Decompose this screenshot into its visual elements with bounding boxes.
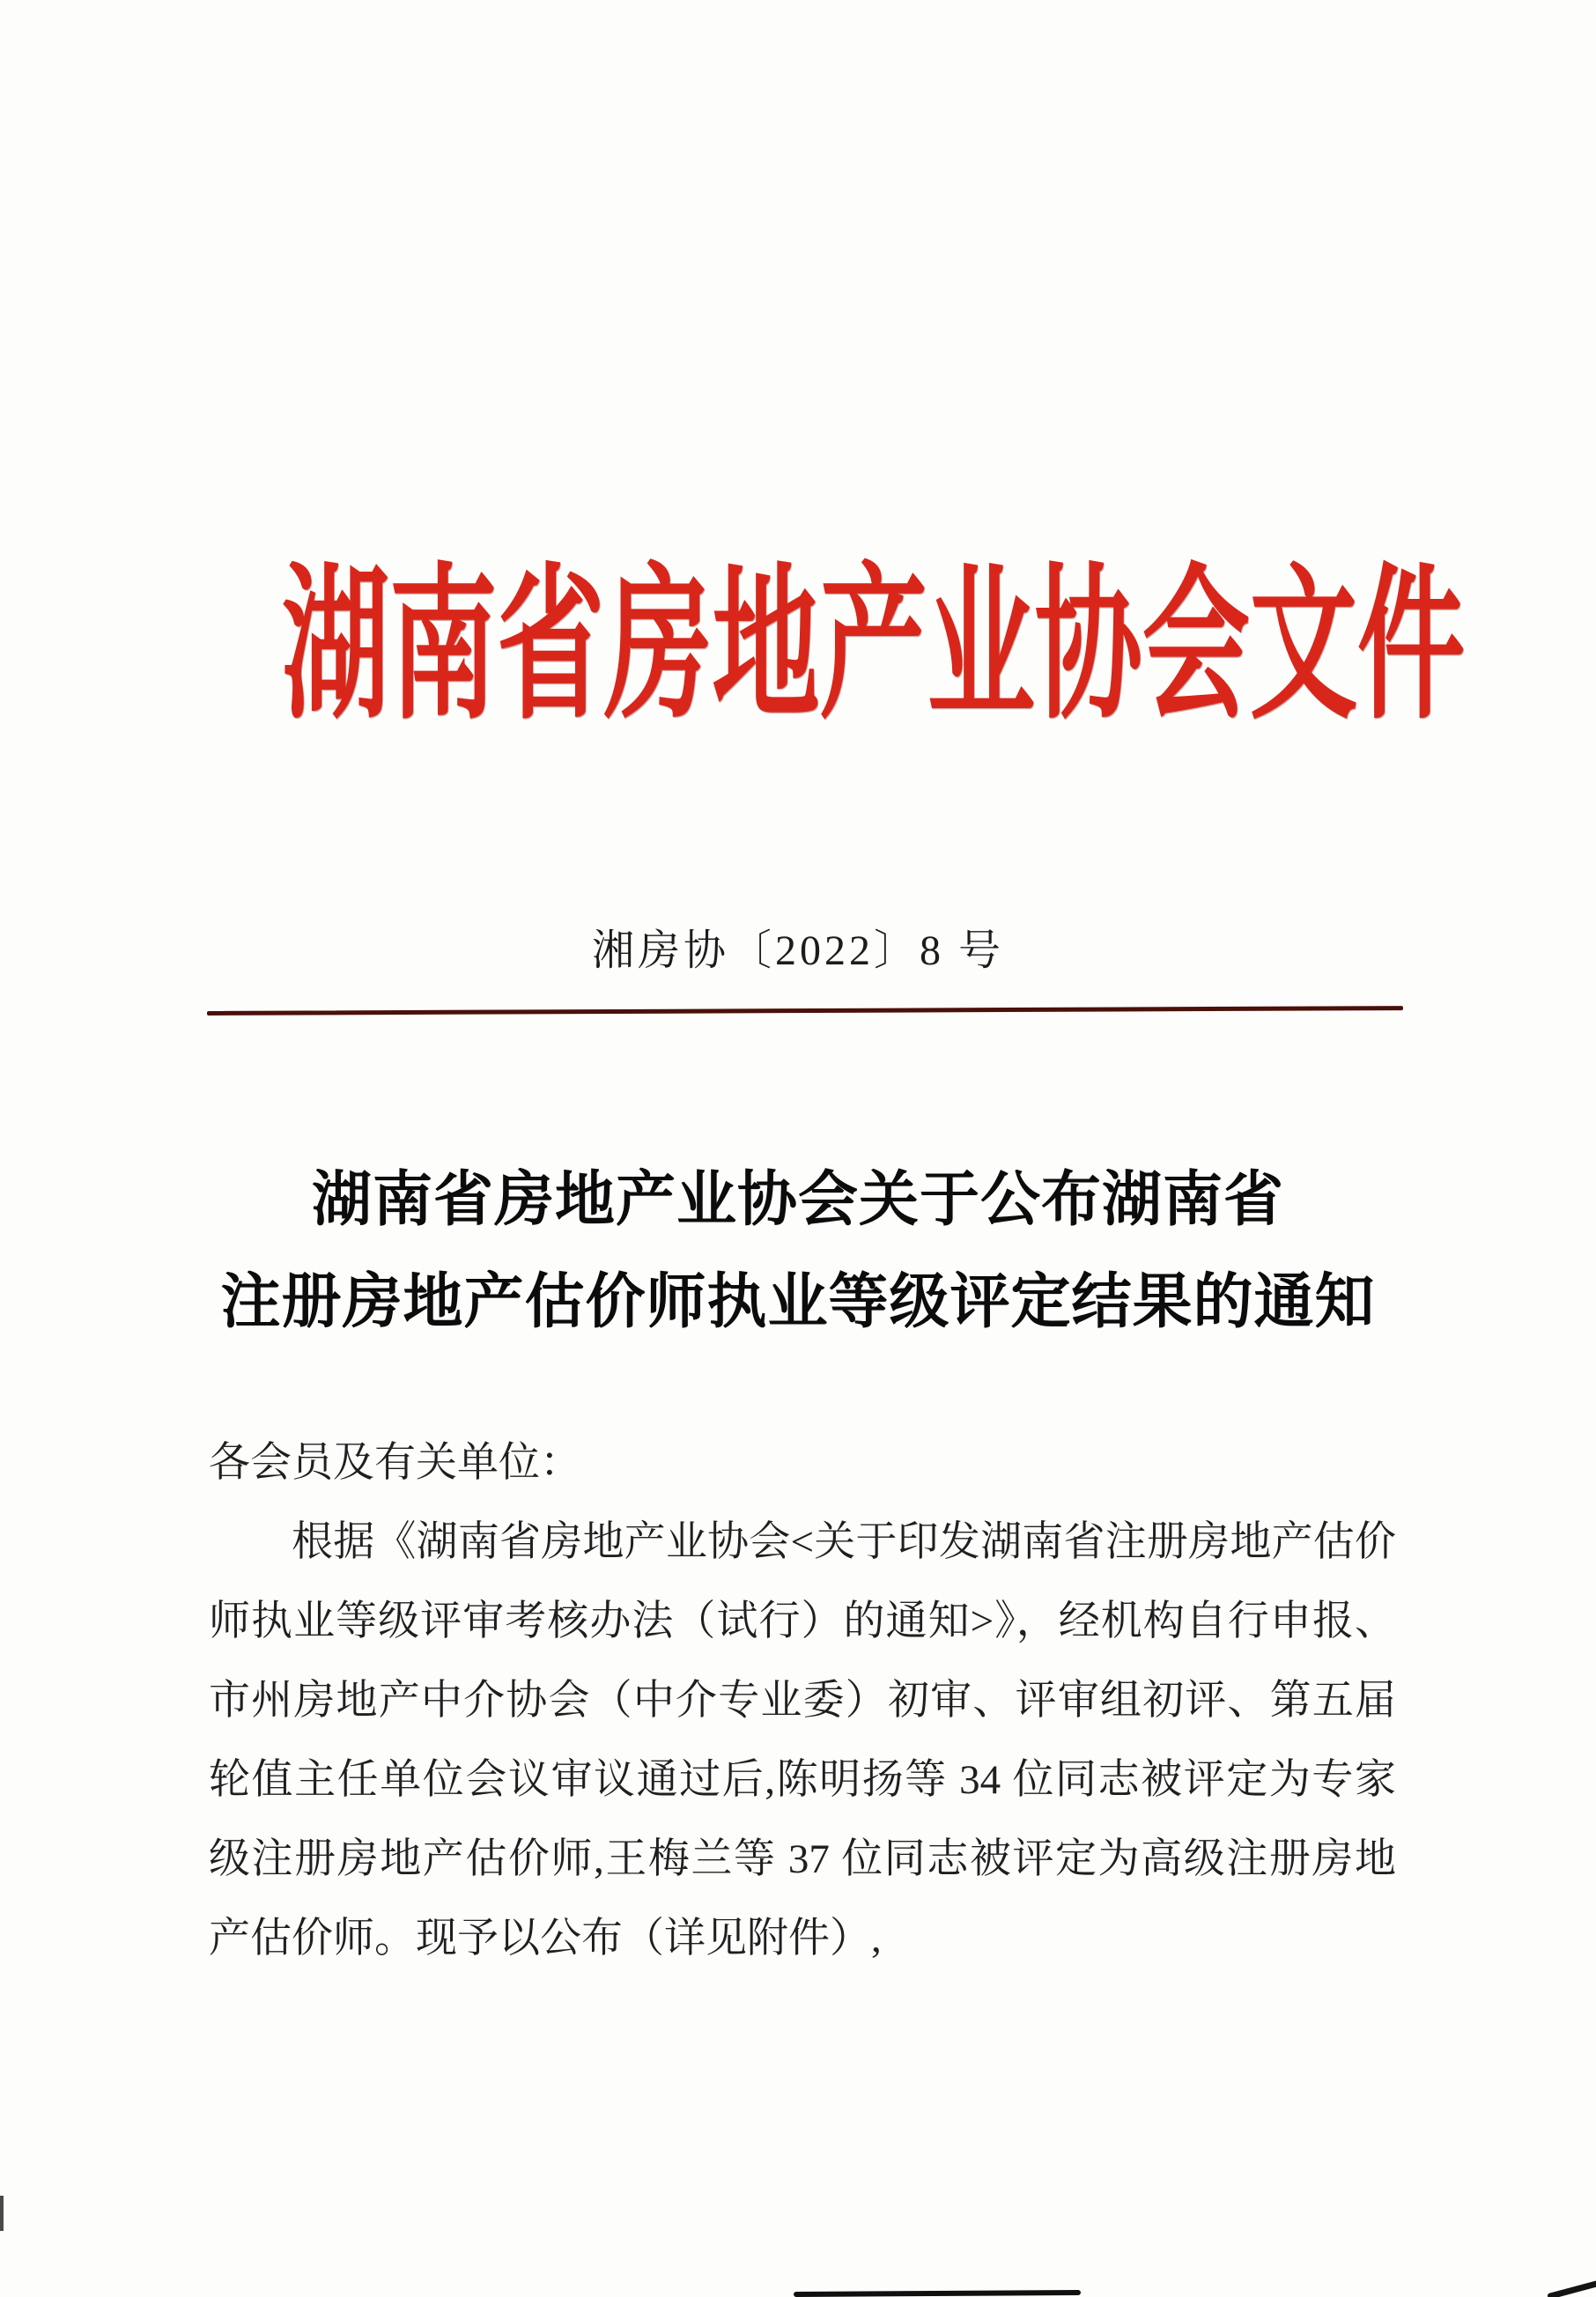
scan-artifact-bottom-bar [794,2290,1081,2297]
document-number: 湘房协〔2022〕8 号 [591,927,1004,974]
document-body [209,1423,1396,1978]
document-title [0,1148,1596,1353]
scan-artifact-corner-mark [1547,2278,1596,2297]
document-title-line1: 湖南省房地产业协会关于公布湖南省 [311,1166,1284,1233]
letterhead-title [282,554,1596,740]
letterhead-title-text: 湖南省房地产业协会文件 [282,554,1466,740]
document-title-line2: 注册房地产估价师执业等级评定结果的通知 [220,1268,1376,1335]
scan-artifact-edge-mark [0,2196,4,2231]
red-divider-line [207,1006,1403,1016]
salutation: 各会员及有关单位： [209,1440,581,1486]
body-paragraph: 根据《湖南省房地产业协会<关于印发湖南省注册房地产估价师执业等级评审考核办法（试行）的通知>》，经机构自行申报、市州房地产中介协会（中介专业委）初审、评审组初评、第五届轮值主任单位会议审议通过后,陈明扬等 34 位同志被评定为专家级注册房地产估价师,王梅兰等 37 位同志被评定为高级注册房地产估价师。现予以公布（详见附件）, [209,1519,1396,1961]
